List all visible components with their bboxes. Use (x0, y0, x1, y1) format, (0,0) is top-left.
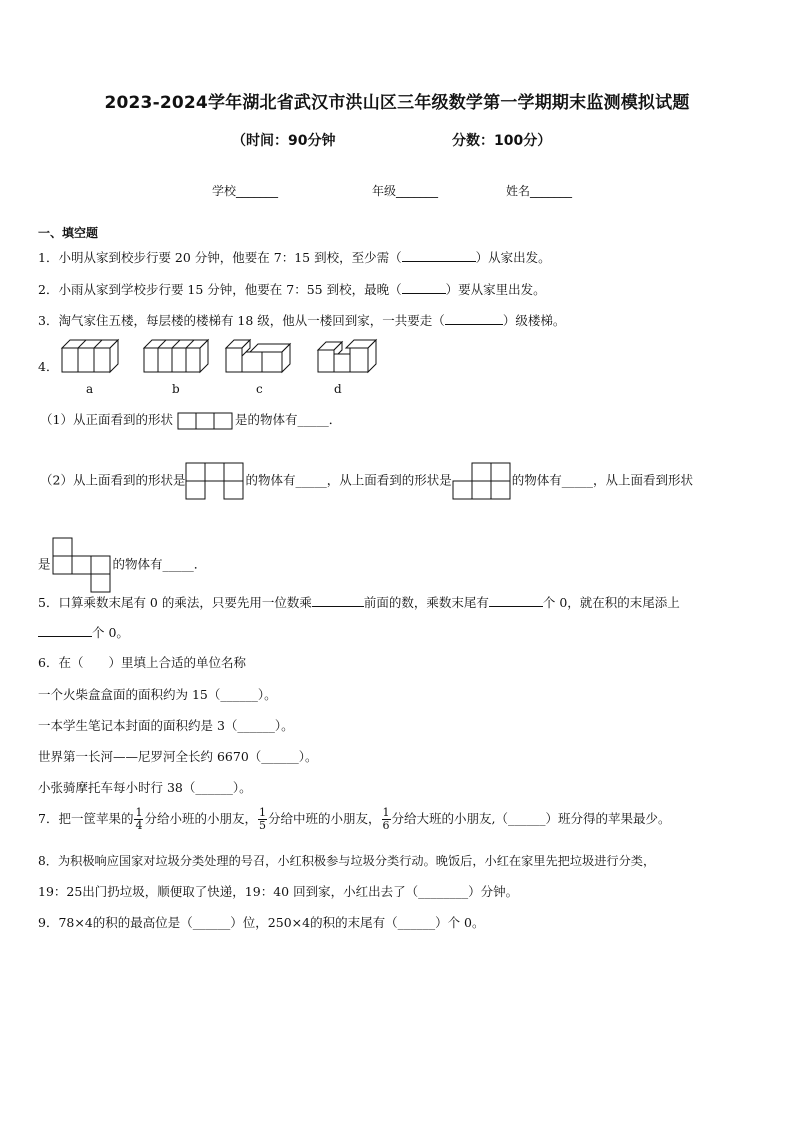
figure-label-d: d (334, 382, 342, 396)
page-title: 2023-2024学年湖北省武汉市洪山区三年级数学第一学期期末监测模拟试题 (104, 93, 690, 113)
cube-figure-a (62, 340, 122, 374)
question-4-part-1 (40, 411, 341, 430)
top-view-shape-2 (452, 462, 512, 500)
question-4-part-3 (38, 536, 206, 594)
part-1-tail: 是的物体有_____． (234, 412, 342, 427)
question-3-text: 3．淘气家住五楼，每层楼的楼梯有 18 级，他从一楼回到家，一共要走（ (38, 313, 445, 328)
question-7-text-b: 分给小班的小朋友， (144, 811, 257, 826)
figure-label-c: c (256, 382, 263, 396)
question-2 (38, 280, 546, 299)
school-field[interactable]: 学校_______ (212, 184, 279, 198)
question-5-cont (38, 623, 129, 642)
question-6-head: 6．在（ ）里填上合适的单位名称 (38, 655, 246, 670)
question-7 (38, 806, 670, 832)
question-5-text-b: 前面的数，乘数末尾有 (363, 595, 489, 610)
part-3-text-b: 的物体有_____． (112, 556, 207, 572)
question-2-text: 2．小雨从家到学校步行要 15 分钟，他要在 7：55 到校，最晚（ (38, 282, 402, 297)
answer-blank[interactable] (402, 280, 446, 294)
question-7-text-a: 7．把一筐苹果的 (38, 811, 134, 826)
question-2-tail: ）要从家里出发。 (445, 282, 546, 297)
question-1-text: 1．小明从家到校步行要 20 分钟，他要在 7：15 到校，至少需（ (38, 250, 402, 265)
answer-blank[interactable] (445, 311, 503, 325)
part-1-text: （1）从正面看到的形状 (40, 412, 173, 427)
front-view-shape (177, 412, 235, 430)
top-view-shape-1 (185, 462, 245, 500)
question-8-line-2: 19：25出门扔垃圾，顺便取了快递，19：40 回到家，小红出去了（________）分钟。 (38, 884, 519, 899)
part-2-text-c: 的物体有_____，从上面看到形状 (511, 472, 693, 488)
question-9: 9．78×4的积的最高位是（______）位，250×4的积的末尾有（______）个 0。 (38, 915, 485, 930)
top-view-shape-3 (51, 536, 113, 594)
grade-field[interactable]: 年级_______ (372, 184, 439, 198)
question-6-line-2: 一本学生笔记本封面的面积约是 3（______）。 (38, 718, 294, 733)
question-4-part-2 (40, 462, 693, 500)
part-3-text-a: 是 (38, 556, 51, 572)
answer-blank[interactable] (312, 593, 364, 607)
question-7-text-d: 分给大班的小朋友,（______）班分得的苹果最少。 (391, 811, 671, 826)
fraction-one-quarter: $\frac{1}{4}$ (135, 806, 143, 832)
question-6-line-4: 小张骑摩托车每小时行 38（______）。 (38, 780, 252, 795)
fraction-one-fifth: $\frac{1}{5}$ (258, 806, 266, 832)
question-4-number: 4． (38, 359, 59, 374)
part-2-text-b: 的物体有_____，从上面看到的形状是 (245, 472, 452, 488)
cube-figure-c (226, 340, 290, 374)
figure-label-a: a (86, 382, 94, 396)
section-heading: 一、填空题 (38, 226, 99, 240)
question-5-text-c: 个 0，就在积的末尾添上 (542, 595, 680, 610)
question-8-line-1: 8．为积极响应国家对垃圾分类处理的号召，小红积极参与垃圾分类行动。晚饭后，小红在家里先把垃圾进行分类， (38, 854, 656, 868)
part-2-text-a: （2）从上面看到的形状是 (40, 472, 186, 488)
cube-figure-b (144, 340, 208, 374)
question-5-text-a: 5．口算乘数末尾有 0 的乘法，只要先用一位数乘 (38, 595, 312, 610)
answer-blank[interactable] (402, 248, 476, 262)
answer-blank[interactable] (38, 623, 92, 637)
figure-label-b: b (172, 382, 180, 396)
question-3-tail: ）级楼梯。 (502, 313, 566, 328)
fraction-one-sixth: $\frac{1}{6}$ (382, 806, 390, 832)
answer-blank[interactable] (489, 593, 543, 607)
question-1-tail: ）从家出发。 (475, 250, 551, 265)
exam-time: （时间：90分钟 (232, 133, 336, 149)
exam-score: 分数：100分） (452, 133, 552, 149)
question-5 (38, 593, 680, 612)
question-6-line-3: 世界第一长河——尼罗河全长约 6670（______）。 (38, 749, 318, 764)
cube-figure-d (318, 340, 378, 374)
name-field[interactable]: 姓名_______ (506, 184, 573, 198)
question-1 (38, 248, 551, 267)
question-7-text-c: 分给中班的小朋友， (267, 811, 381, 826)
question-6-line-1: 一个火柴盒盒面的面积约为 15（______）。 (38, 687, 277, 702)
question-5-text-d: 个 0。 (92, 625, 129, 640)
question-3 (38, 311, 565, 330)
